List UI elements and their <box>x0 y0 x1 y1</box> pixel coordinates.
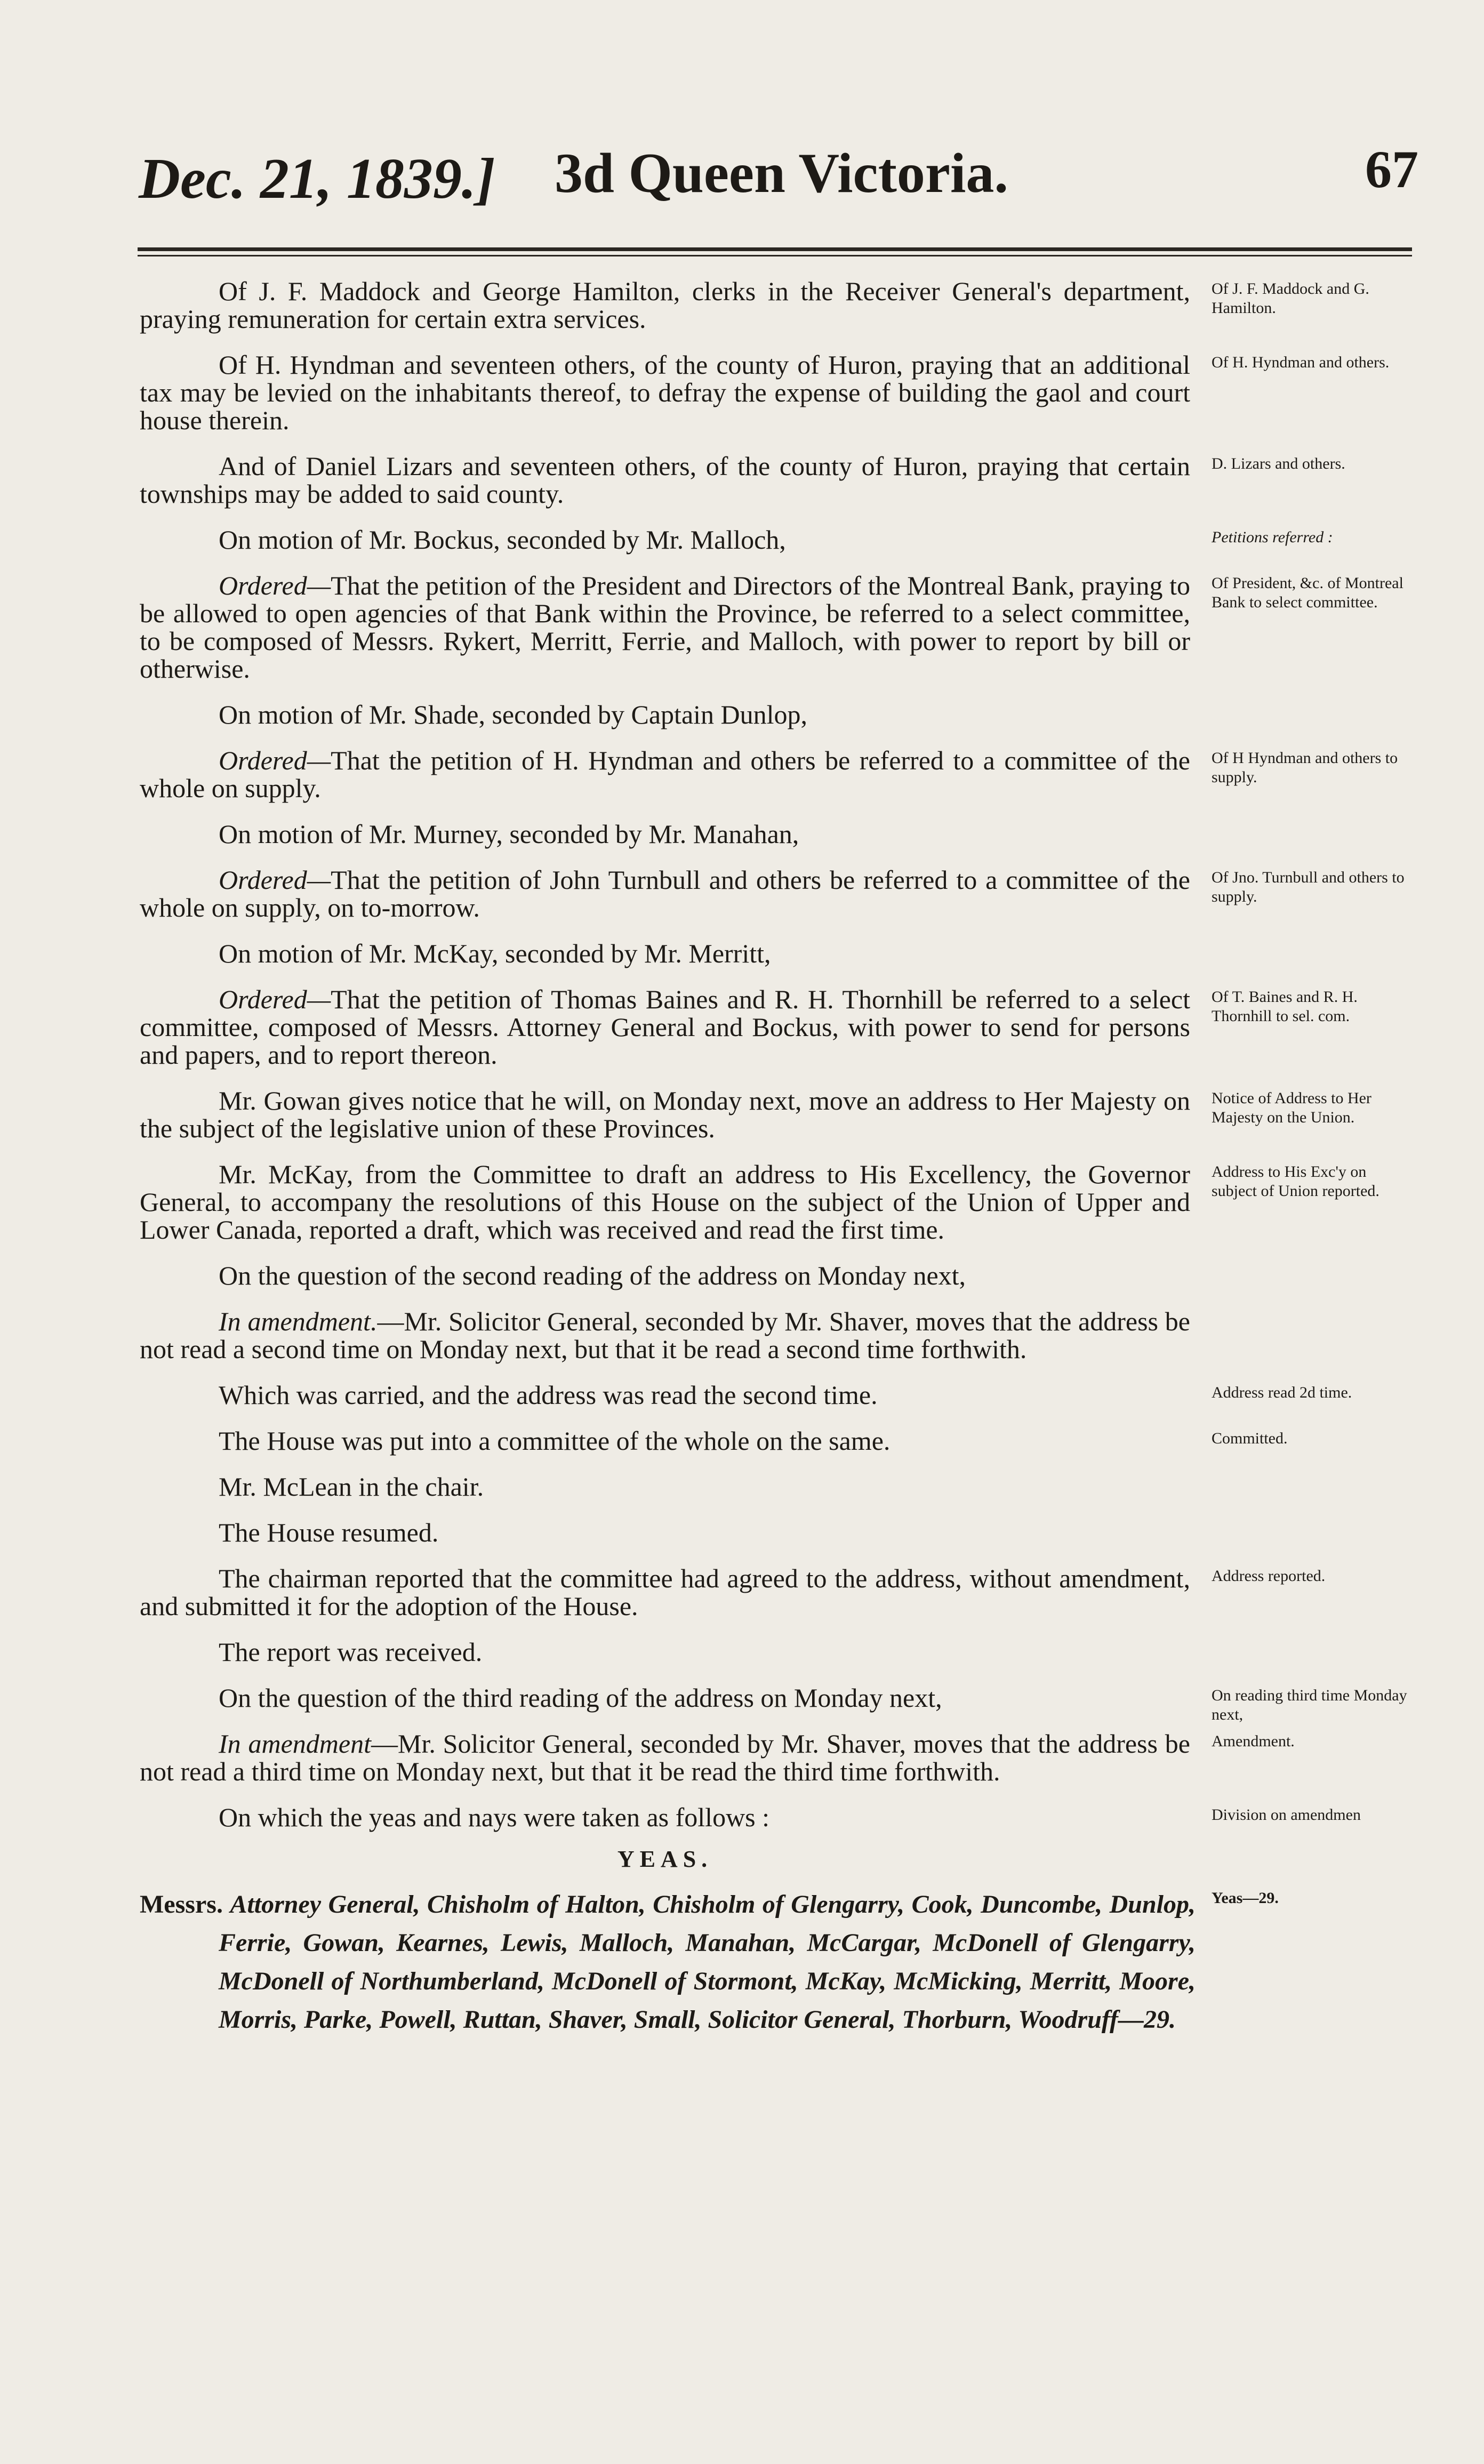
paragraph-spacer <box>140 1455 1190 1473</box>
paragraph-spacer <box>140 1289 1190 1307</box>
paragraph-spacer <box>140 921 1190 940</box>
paragraph <box>140 984 1358 1070</box>
yeas-heading: YEAS. <box>617 1846 713 1872</box>
header-rule-thin <box>138 255 1412 256</box>
paragraph-text: On motion of Mr. Murney, seconded by Mr. Manahan, <box>219 819 799 849</box>
paragraph-spacer <box>140 1069 1190 1087</box>
paragraph-text: On the question of the third reading of the address on Monday next, <box>219 1683 942 1713</box>
margin-note: Amendment. <box>1212 1732 1295 1750</box>
margin-note: Notice of Address to Her Majesty on the Union. <box>1212 1089 1371 1126</box>
margin-note: On reading third time Monday next, <box>1212 1687 1407 1723</box>
paragraph-spacer <box>140 1243 1190 1262</box>
paragraph <box>140 571 1403 684</box>
paragraph <box>140 1086 1371 1143</box>
paragraph-text: Of J. F. Maddock and George Hamilton, clerks in the Receiver General's department, praying remuneration for certain extra services. <box>140 276 1190 334</box>
paragraph <box>140 1683 1407 1723</box>
paragraph-text: The House resumed. <box>219 1518 439 1547</box>
paragraph-list <box>140 276 1407 1832</box>
paragraph <box>140 701 1190 728</box>
paragraph-spacer <box>140 728 1190 747</box>
paragraph-spacer <box>140 1142 1190 1160</box>
paragraph-spacer <box>140 848 1190 866</box>
paragraph-prefix: In amendment <box>219 1729 371 1759</box>
paragraph-text: On motion of Mr. McKay, seconded by Mr. Merritt, <box>219 938 771 968</box>
paragraph-text: That the petition of H. Hyndman and others be referred to a committee of the whole on supply. <box>140 745 1190 803</box>
paragraph <box>140 940 1190 967</box>
header-date: Dec. 21, 1839.] <box>139 147 495 211</box>
paragraph-text: Of H. Hyndman and seventeen others, of the county of Huron, praying that an additional tax may be levied on the inhabitants thereof, to defray the expense of building the gaol and court house therein. <box>140 350 1190 435</box>
margin-note: Of H Hyndman and others to supply. <box>1212 749 1398 786</box>
margin-note: Division on amendmen <box>1212 1806 1361 1824</box>
paragraph <box>140 1426 1288 1456</box>
paragraph-spacer <box>140 1785 1190 1803</box>
paragraph-text: On which the yeas and nays were taken as follows : <box>219 1802 770 1832</box>
margin-note: Address read 2d time. <box>1212 1384 1352 1401</box>
body-text <box>140 276 1407 2039</box>
paragraph-spacer <box>140 1363 1190 1381</box>
paragraph-prefix: Ordered— <box>219 865 331 895</box>
paragraph <box>140 276 1369 334</box>
paragraph-spacer <box>140 1546 1190 1564</box>
margin-note: D. Lizars and others. <box>1212 455 1345 472</box>
paragraph-prefix: Ordered— <box>219 984 331 1014</box>
paragraph <box>140 820 1190 848</box>
paragraph-spacer <box>140 1500 1190 1519</box>
margin-note: Of Jno. Turnbull and others to supply. <box>1212 869 1405 905</box>
paragraph-spacer <box>140 508 1190 526</box>
paragraph <box>140 1802 1361 1832</box>
paragraph-text: Mr. McKay, from the Committee to draft an address to His Excellency, the Governor General, to accompany the resolutions of this House on the subject of the Union of Upper and Lower Canada, reported a draft, which was received and read the first time. <box>140 1159 1190 1245</box>
paragraph <box>140 1519 1190 1546</box>
margin-note: Petitions referred : <box>1212 528 1333 546</box>
paragraph <box>140 865 1405 922</box>
paragraph <box>140 1262 1190 1289</box>
paragraph-spacer <box>140 333 1190 351</box>
margin-note: Yeas—29. <box>1212 1889 1279 1907</box>
paragraph <box>140 1638 1190 1666</box>
paragraph-spacer <box>140 1620 1190 1638</box>
page-number: 67 <box>1365 140 1418 199</box>
paragraph <box>140 525 1333 555</box>
paragraph-text: That the petition of John Turnbull and others be referred to a committee of the whole on supply, on to-morrow. <box>140 865 1190 922</box>
paragraph-text: And of Daniel Lizars and seventeen others, of the county of Huron, praying that certain townships may be added to said county. <box>140 451 1190 509</box>
paragraph-text: The House was put into a committee of the whole on the same. <box>219 1426 891 1456</box>
paragraph-spacer <box>140 1666 1190 1684</box>
yeas-names: Attorney General, Chisholm of Halton, Chisholm of Glengarry, Cook, Duncombe, Dunlop, Ferrie, Gowan, Kearnes, Lewis, Malloch, Manahan, McCargar, McDonell of Glengarry, McDonell of Northumberland, McDonell of Stormont, McKay, McMicking, Merritt, Moore, Morris, Parke, Powell, Ruttan, Shaver, Small, Solicitor General, Thorburn, Woodruff—29. <box>219 1890 1196 2034</box>
paragraph-text: The report was received. <box>219 1637 483 1667</box>
header-rule <box>138 247 1412 251</box>
paragraph <box>140 1729 1295 1786</box>
paragraph-text: Mr. Gowan gives notice that he will, on Monday next, move an address to Her Majesty on the subject of the legislative union of these Provinces. <box>140 1086 1190 1143</box>
paragraph-text: That the petition of Thomas Baines and R. H. Thornhill be referred to a select committee, composed of Messrs. Attorney General and Bockus, with power to send for persons and papers, and to report thereon. <box>140 984 1190 1070</box>
margin-note: Of J. F. Maddock and G. Hamilton. <box>1212 280 1369 317</box>
paragraph <box>140 1307 1190 1363</box>
paragraph-text: On the question of the second reading of the address on Monday next, <box>219 1261 966 1290</box>
paragraph-text: Which was carried, and the address was read the second time. <box>219 1380 878 1410</box>
paragraph-spacer <box>140 802 1190 820</box>
paragraph-spacer <box>140 1409 1190 1427</box>
margin-note: Of President, &c. of Montreal Bank to select committee. <box>1212 574 1403 611</box>
header-title: 3d Queen Victoria. <box>555 142 1008 204</box>
paragraph <box>140 1380 1352 1410</box>
paragraph-spacer <box>140 1712 1190 1730</box>
paragraph <box>140 1159 1379 1245</box>
paragraph-prefix: In amendment. <box>219 1306 378 1336</box>
paragraph-spacer <box>140 967 1190 985</box>
paragraph-spacer <box>140 553 1190 572</box>
paragraph <box>140 350 1390 435</box>
paragraph-text: On motion of Mr. Bockus, seconded by Mr. Malloch, <box>219 525 786 555</box>
yeas-lead: Messrs. <box>140 1890 223 1919</box>
yeas-list <box>140 1885 1279 2039</box>
paragraph-text: Mr. McLean in the chair. <box>219 1472 484 1502</box>
margin-note: Of H. Hyndman and others. <box>1212 354 1390 371</box>
paragraph-text: The chairman reported that the committee had agreed to the address, without amendment, and submitted it for the adoption of the House. <box>140 1563 1190 1621</box>
paragraph-prefix: Ordered— <box>219 745 331 775</box>
margin-note: Address to His Exc'y on subject of Union reported. <box>1212 1163 1379 1200</box>
paragraph <box>140 1563 1326 1621</box>
paragraph <box>140 451 1345 509</box>
paragraph-text: —Mr. Solicitor General, seconded by Mr. Shaver, moves that the address be not read a second time on Monday next, but that it be read a second time forthwith. <box>140 1306 1190 1364</box>
paragraph-spacer <box>140 434 1190 452</box>
paragraph-text: —Mr. Solicitor General, seconded by Mr. Shaver, moves that the address be not read a third time on Monday next, but that it be read the third time forthwith. <box>140 1729 1190 1786</box>
paragraph <box>140 745 1398 803</box>
paragraph-text: That the petition of the President and Directors of the Montreal Bank, praying to be allowed to open agencies of that Bank within the Province, be referred to a select committee, to be composed of Messrs. Rykert, Merritt, Ferrie, and Malloch, with power to report by bill or otherwise. <box>140 571 1190 684</box>
margin-note: Of T. Baines and R. H. Thornhill to sel. com. <box>1212 988 1358 1025</box>
paragraph <box>140 1473 1190 1500</box>
margin-note: Address reported. <box>1212 1567 1326 1585</box>
margin-note: Committed. <box>1212 1430 1288 1447</box>
paragraph-text: On motion of Mr. Shade, seconded by Captain Dunlop, <box>219 700 808 729</box>
paragraph-prefix: Ordered— <box>219 571 331 600</box>
paragraph-spacer <box>140 683 1190 701</box>
